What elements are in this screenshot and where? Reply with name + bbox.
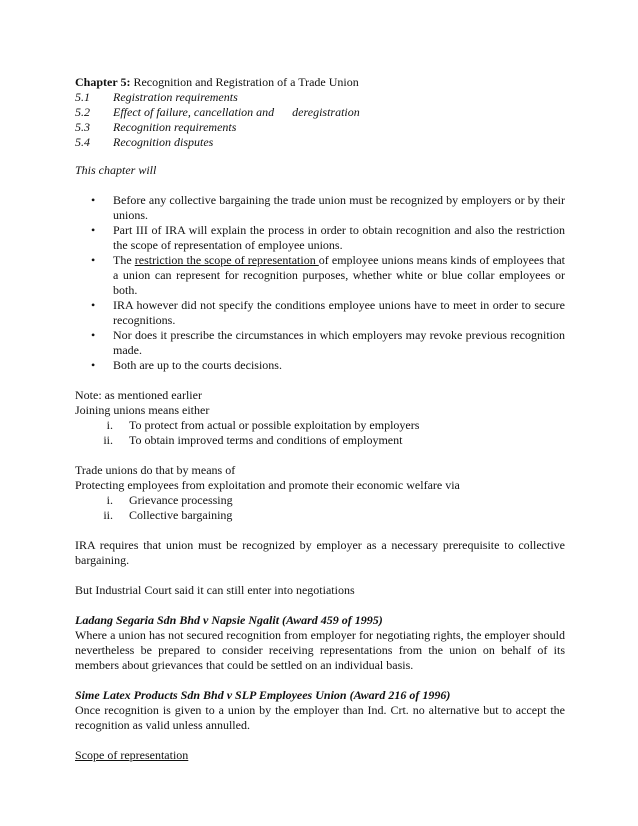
note-line: Joining unions means either [75,403,210,417]
list-item-text: Both are up to the courts decisions. [113,358,282,372]
ira-paragraph: IRA requires that union must be recognized by employer as a necessary prerequisite to collective bargaining. [75,538,565,567]
bullet-icon: • [91,253,96,267]
bullet-icon: • [91,328,96,342]
toc-number: 5.4 [75,135,90,149]
scope-heading: Scope of representation [75,748,189,762]
roman-numeral: ii. [103,508,113,522]
list-item-text: Before any collective bargaining the trade union must be recognized by employers or by their unions. [113,193,565,222]
toc-number: 5.3 [75,120,90,134]
toc-row [75,135,565,150]
trade-union-section [75,463,565,523]
numbered-item-text: Collective bargaining [129,508,233,522]
numbered-item-text: To protect from actual or possible exploitation by employers [129,418,420,432]
bullet-icon: • [91,223,96,237]
trade-line: Trade unions do that by means of [75,463,236,477]
numbered-item-text: To obtain improved terms and conditions of employment [129,433,403,447]
intro-text: This chapter will [75,163,157,177]
toc-number: 5.2 [75,105,90,119]
list-item [75,223,565,253]
chapter-heading [75,75,565,90]
note-line: Note: as mentioned earlier [75,388,202,402]
numbered-item [75,493,565,508]
toc-number: 5.1 [75,90,90,104]
chapter-toc [75,90,565,150]
roman-numeral-wrap [75,493,113,508]
case-text: Where a union has not secured recognition from employer for negotiating rights, the employer should nevertheless be prepared to consider receiving representations from the union on behalf of its members about grievances that could be settled on an individual basis. [75,628,565,672]
bullet-icon: • [91,298,96,312]
toc-row [75,120,565,135]
list-item [75,193,565,223]
toc-row [75,105,565,120]
list-item-text: The [113,253,135,267]
chapter-number: Chapter 5: [75,75,131,89]
list-item-underlined-text: restriction the scope of representation [134,253,319,267]
roman-numeral-wrap [75,418,113,433]
bullet-icon: • [91,358,96,372]
case-title: Sime Latex Products Sdn Bhd v SLP Employees Union (Award 216 of 1996) [75,688,451,702]
bullet-list [75,193,565,373]
bullet-icon: • [91,193,96,207]
numbered-item [75,508,565,523]
toc-text: Recognition disputes [113,135,214,149]
toc-text: Effect of failure, cancellation and deregistration [113,105,360,119]
list-item-text: of employee unions means kinds of employees that a union can represent for recognition purposes, whether white or blue collar employees or both. [113,253,565,297]
list-item [75,298,565,328]
note-section [75,388,565,448]
list-item-text: IRA however did not specify the conditions employee unions have to meet in order to secure recognitions. [113,298,565,327]
toc-text: Recognition requirements [113,120,237,134]
numbered-item [75,418,565,433]
roman-numeral-wrap [75,433,113,448]
case-title: Ladang Segaria Sdn Bhd v Napsie Ngalit (Award 459 of 1995) [75,613,383,627]
numbered-item-text: Grievance processing [129,493,233,507]
toc-row [75,90,565,105]
list-item-text: Nor does it prescribe the circumstances in which employers may revoke previous recognition made. [113,328,565,357]
list-item [75,328,565,358]
list-item [75,358,565,373]
toc-text: Registration requirements [113,90,238,104]
list-item-text: Part III of IRA will explain the process in order to obtain recognition and also the restriction the scope of representation of employee unions. [113,223,565,252]
court-paragraph: But Industrial Court said it can still enter into negotiations [75,583,355,597]
trade-line: Protecting employees from exploitation and promote their economic welfare via [75,478,460,492]
roman-numeral: i. [106,493,113,507]
roman-numeral: ii. [103,433,113,447]
roman-numeral-wrap [75,508,113,523]
case-text: Once recognition is given to a union by the employer than Ind. Crt. no alternative but to accept the recognition as valid unless annulled. [75,703,565,732]
numbered-item [75,433,565,448]
roman-numeral: i. [106,418,113,432]
list-item [75,253,565,298]
document-page [75,75,565,763]
chapter-title: Recognition and Registration of a Trade Union [130,75,359,89]
